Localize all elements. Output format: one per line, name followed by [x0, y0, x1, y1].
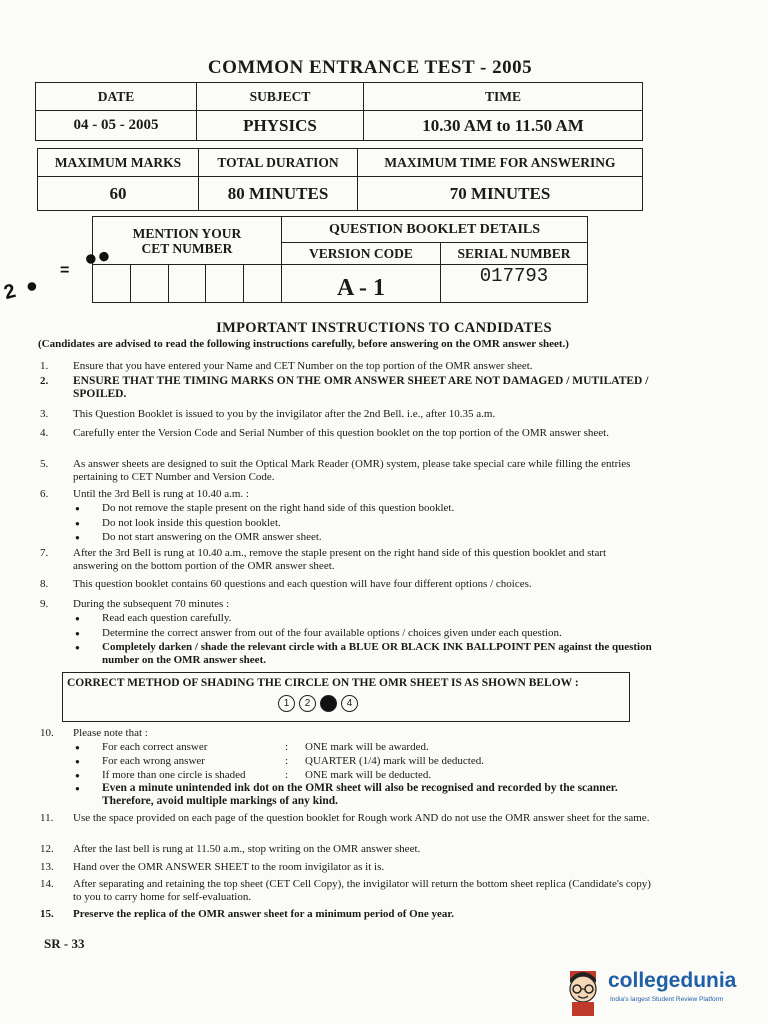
mascot-icon [562, 965, 606, 1017]
serial-number-label: SERIAL NUMBER [441, 243, 588, 265]
version-code-label: VERSION CODE [282, 243, 441, 265]
cet-digit-box [206, 265, 244, 303]
handwritten-mark: ●● [81, 241, 113, 272]
handwritten-mark: 2 ● [1, 273, 41, 305]
marks-case: For each correct answer [102, 741, 208, 753]
item-text: After the 3rd Bell is rung at 10.40 a.m., remove the staple present on the right hand side of this question booklet and start answering on the bottom portion of the OMR answer sheet. [73, 547, 607, 572]
max-time-value: 70 MINUTES [358, 177, 643, 211]
item-text: Until the 3rd Bell is rung at 10.40 a.m. : [73, 488, 249, 500]
instructions-subtitle: (Candidates are advised to read the following instructions carefully, before answering on the OMR answer sheet.) [38, 338, 569, 350]
omr-circles [278, 695, 358, 712]
page-title: COMMON ENTRANCE TEST - 2005 [207, 57, 533, 78]
bullet-text: Do not remove the staple present on the right hand side of this question booklet. [102, 502, 455, 514]
serial-number-value: 017793 [441, 265, 588, 303]
omr-circle-filled [320, 695, 337, 712]
item-number: 1. [40, 360, 49, 372]
item-text: Use the space provided on each page of the question booklet for Rough work AND do not use the OMR answer sheet for the same. [73, 812, 650, 824]
item-number: 6. [40, 488, 49, 500]
max-time-label: MAXIMUM TIME FOR ANSWERING [358, 149, 643, 177]
ink-note: Even a minute unintended ink dot on the OMR sheet will also be recognised and recorded by the scanner. Therefore, avoid multiple markings of any kind. [102, 782, 618, 807]
item-number: 15. [40, 908, 54, 920]
item-number: 12. [40, 843, 54, 855]
item-text: After separating and retaining the top sheet (CET Cell Copy), the invigilator will return the bottom sheet replica (Candidate's copy) to you to carry home for self-evaluation. [73, 878, 651, 903]
total-duration-value: 80 MINUTES [199, 177, 358, 211]
item-number: 5. [40, 458, 49, 470]
logo-name: collegedunia [608, 969, 737, 992]
marks-case: If more than one circle is shaded [102, 769, 246, 781]
shading-label: CORRECT METHOD OF SHADING THE CIRCLE ON THE OMR SHEET IS AS SHOWN BELOW : [67, 677, 579, 689]
max-marks-value: 60 [38, 177, 199, 211]
item-number: 2. [40, 375, 49, 387]
version-code-value: A - 1 [282, 265, 441, 303]
shading-example-box [62, 672, 630, 722]
page-code: SR - 33 [44, 936, 85, 951]
subject-value: PHYSICS [197, 111, 364, 141]
booklet-table [92, 216, 588, 303]
item-number: 8. [40, 578, 49, 590]
omr-circle: 4 [341, 695, 358, 712]
collegedunia-logo [562, 965, 752, 1017]
subject-label: SUBJECT [197, 83, 364, 111]
item-text: This question booklet contains 60 questions and each question will have four different options / choices. [73, 578, 532, 590]
total-duration-label: TOTAL DURATION [199, 149, 358, 177]
item-number: 11. [40, 812, 54, 824]
item-number: 7. [40, 547, 49, 559]
mention-label-line1: MENTION YOUR [132, 225, 242, 241]
marks-sep: : [285, 755, 289, 767]
item-text: As answer sheets are designed to suit the Optical Mark Reader (OMR) system, please take special care while filling the entries pertaining to CET Number and Version Code. [73, 458, 631, 483]
item-number: 13. [40, 861, 54, 873]
marks-sep: : [285, 741, 289, 753]
omr-circle: 2 [299, 695, 316, 712]
exam-info-table [35, 82, 643, 141]
marks-case: For each wrong answer [102, 755, 205, 767]
instructions-title: IMPORTANT INSTRUCTIONS TO CANDIDATES [216, 320, 552, 336]
item-text: This Question Booklet is issued to you by the invigilator after the 2nd Bell. i.e., after 10.35 a.m. [73, 408, 496, 420]
item-text: Ensure that you have entered your Name and CET Number on the top portion of the OMR answer sheet. [73, 360, 533, 372]
item-text: After the last bell is rung at 11.50 a.m., stop writing on the OMR answer sheet. [73, 843, 421, 855]
cet-digit-box [130, 265, 168, 303]
max-marks-label: MAXIMUM MARKS [38, 149, 199, 177]
cet-digit-box [93, 265, 131, 303]
bullet-text: Do not look inside this question booklet. [102, 517, 281, 529]
marks-table [37, 148, 643, 211]
mention-cet-label [93, 217, 282, 265]
mention-label-line2: CET NUMBER [141, 240, 233, 256]
item-number: 9. [40, 598, 49, 610]
bullet-text: Determine the correct answer from out of the four available options / choices given under each question. [102, 627, 562, 639]
time-value: 10.30 AM to 11.50 AM [364, 111, 643, 141]
item-text: During the subsequent 70 minutes : [73, 598, 230, 610]
item-number: 14. [40, 878, 54, 890]
cet-digit-box [244, 265, 282, 303]
date-label: DATE [36, 83, 197, 111]
time-label: TIME [364, 83, 643, 111]
bullet-text: Read each question carefully. [102, 612, 232, 624]
item-text: Please note that : [73, 727, 148, 739]
handwritten-mark: = [60, 262, 70, 279]
item-number: 10. [40, 727, 54, 739]
marks-result: ONE mark will be deducted. [305, 769, 432, 781]
bullet-text: Completely darken / shade the relevant circle with a BLUE OR BLACK INK BALLPOINT PEN against the question number on the OMR answer sheet. [102, 641, 652, 666]
item-text: Preserve the replica of the OMR answer sheet for a minimum period of One year. [73, 908, 454, 920]
booklet-details-label: QUESTION BOOKLET DETAILS [282, 217, 588, 243]
bullet-text: Do not start answering on the OMR answer sheet. [102, 531, 322, 543]
item-text: Carefully enter the Version Code and Serial Number of this question booklet on the top portion of the OMR answer sheet. [73, 427, 609, 439]
cet-digit-box [168, 265, 206, 303]
item-number: 3. [40, 408, 49, 420]
item-text: Hand over the OMR ANSWER SHEET to the room invigilator as it is. [73, 861, 385, 873]
item-text: ENSURE THAT THE TIMING MARKS ON THE OMR ANSWER SHEET ARE NOT DAMAGED / MUTILATED / SPOILED. [73, 375, 649, 400]
omr-circle: 1 [278, 695, 295, 712]
logo-tagline: India's largest Student Review Platform [610, 996, 724, 1003]
date-value: 04 - 05 - 2005 [36, 111, 197, 141]
marks-sep: : [285, 769, 289, 781]
marks-result: ONE mark will be awarded. [305, 741, 429, 753]
marks-result: QUARTER (1/4) mark will be deducted. [305, 755, 484, 767]
item-number: 4. [40, 427, 49, 439]
